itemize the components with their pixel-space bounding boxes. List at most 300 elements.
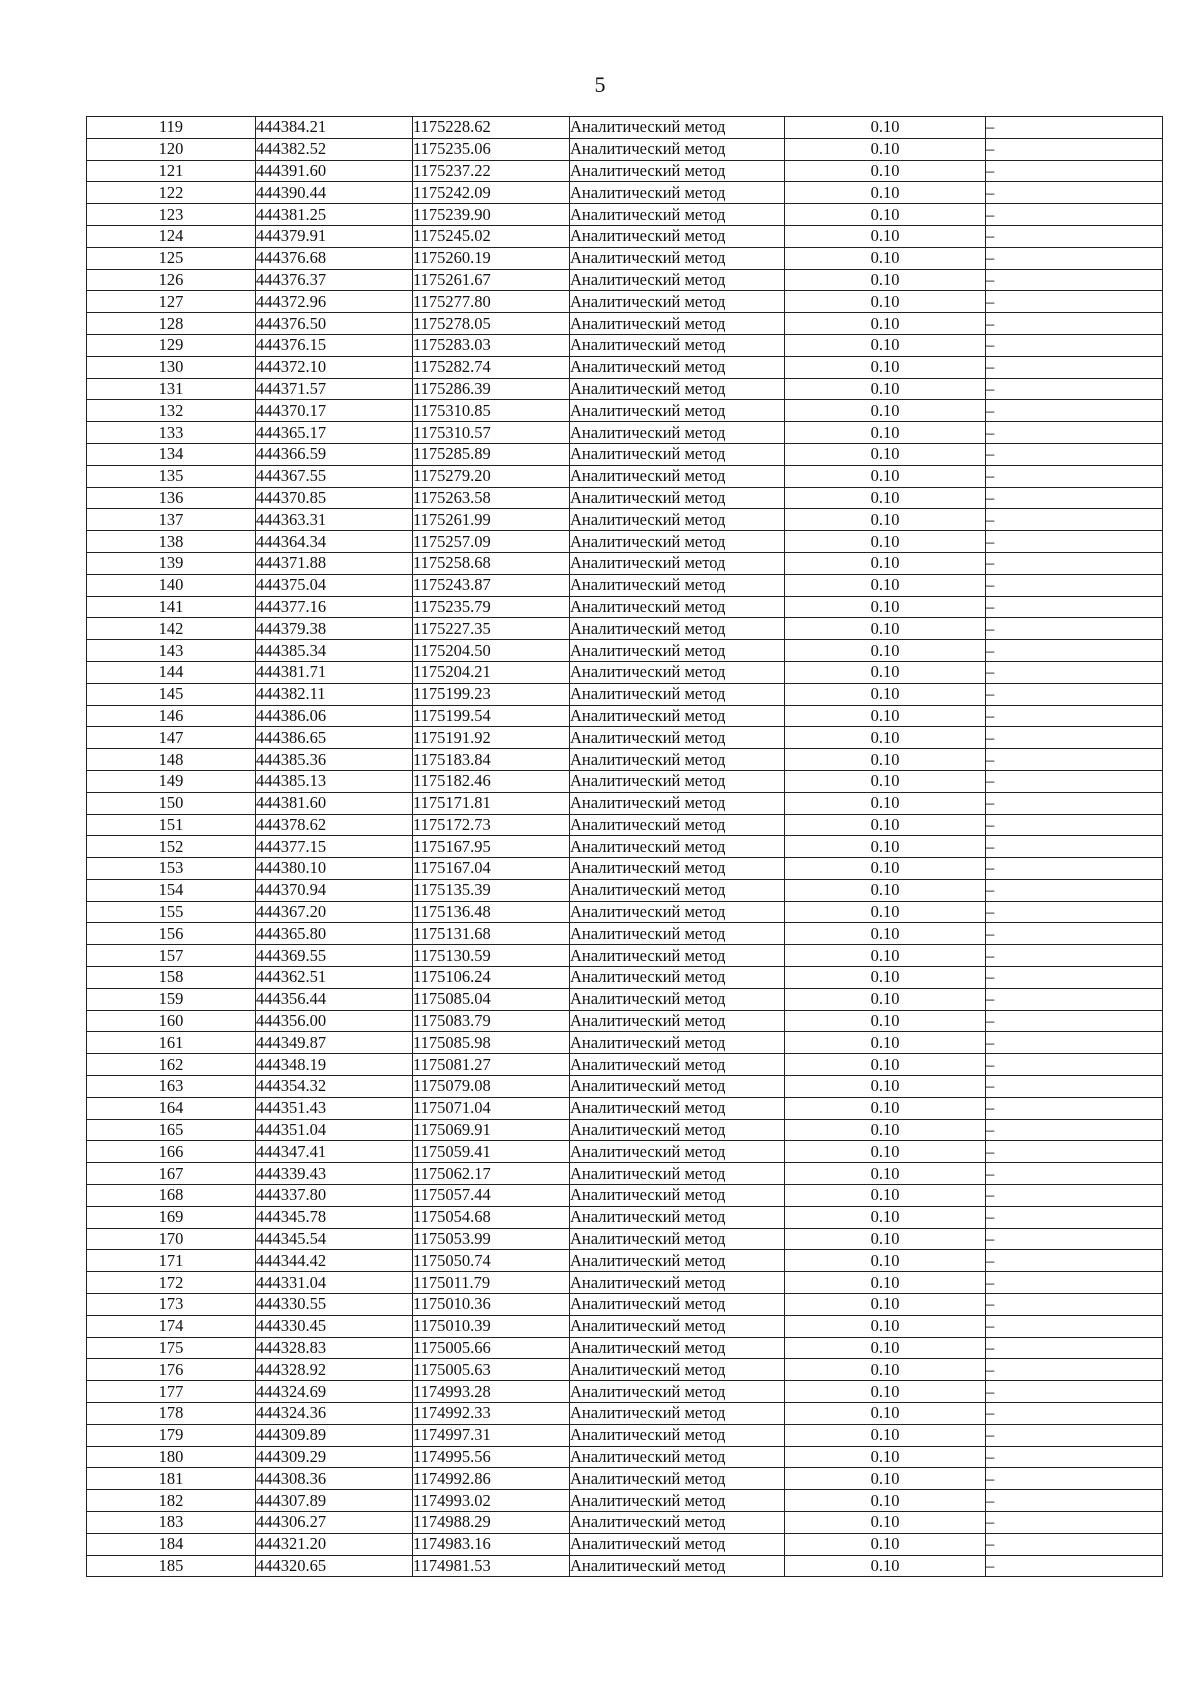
method-cell: Аналитический метод <box>570 661 785 683</box>
page-number: 5 <box>594 72 606 97</box>
method-cell: Аналитический метод <box>570 204 785 226</box>
table-row <box>87 879 1163 901</box>
description-cell: – <box>986 1163 1163 1185</box>
x-coordinate-cell: 444351.04 <box>256 1119 413 1141</box>
y-coordinate-cell: 1175054.68 <box>413 1206 570 1228</box>
precision-cell: 0.10 <box>785 1424 986 1446</box>
x-coordinate-cell: 444382.11 <box>256 683 413 705</box>
point-number-cell: 152 <box>87 836 256 858</box>
y-coordinate-cell: 1175191.92 <box>413 727 570 749</box>
precision-cell: 0.10 <box>785 1010 986 1032</box>
description-cell: – <box>986 858 1163 880</box>
point-number-cell: 131 <box>87 378 256 400</box>
precision-cell: 0.10 <box>785 596 986 618</box>
x-coordinate-cell: 444349.87 <box>256 1032 413 1054</box>
precision-cell: 0.10 <box>785 204 986 226</box>
x-coordinate-cell: 444348.19 <box>256 1054 413 1076</box>
x-coordinate-cell: 444377.15 <box>256 836 413 858</box>
y-coordinate-cell: 1175053.99 <box>413 1228 570 1250</box>
table-row <box>87 1076 1163 1098</box>
point-number-cell: 125 <box>87 247 256 269</box>
table-row <box>87 138 1163 160</box>
point-number-cell: 168 <box>87 1185 256 1207</box>
x-coordinate-cell: 444306.27 <box>256 1512 413 1534</box>
x-coordinate-cell: 444339.43 <box>256 1163 413 1185</box>
y-coordinate-cell: 1175277.80 <box>413 291 570 313</box>
table-row <box>87 1163 1163 1185</box>
point-number-cell: 174 <box>87 1315 256 1337</box>
point-number-cell: 137 <box>87 509 256 531</box>
x-coordinate-cell: 444379.91 <box>256 225 413 247</box>
x-coordinate-cell: 444367.55 <box>256 465 413 487</box>
precision-cell: 0.10 <box>785 552 986 574</box>
point-number-cell: 142 <box>87 618 256 640</box>
precision-cell: 0.10 <box>785 400 986 422</box>
description-cell: – <box>986 313 1163 335</box>
description-cell: – <box>986 945 1163 967</box>
method-cell: Аналитический метод <box>570 138 785 160</box>
method-cell: Аналитический метод <box>570 356 785 378</box>
table-row <box>87 204 1163 226</box>
x-coordinate-cell: 444321.20 <box>256 1533 413 1555</box>
table-row <box>87 378 1163 400</box>
y-coordinate-cell: 1175261.67 <box>413 269 570 291</box>
method-cell: Аналитический метод <box>570 400 785 422</box>
method-cell: Аналитический метод <box>570 749 785 771</box>
table-row <box>87 640 1163 662</box>
x-coordinate-cell: 444381.25 <box>256 204 413 226</box>
precision-cell: 0.10 <box>785 705 986 727</box>
precision-cell: 0.10 <box>785 1381 986 1403</box>
description-cell: – <box>986 1141 1163 1163</box>
x-coordinate-cell: 444391.60 <box>256 160 413 182</box>
description-cell: – <box>986 967 1163 989</box>
table-row <box>87 443 1163 465</box>
y-coordinate-cell: 1175242.09 <box>413 182 570 204</box>
table-row <box>87 1228 1163 1250</box>
description-cell: – <box>986 422 1163 444</box>
method-cell: Аналитический метод <box>570 1512 785 1534</box>
y-coordinate-cell: 1174992.86 <box>413 1468 570 1490</box>
description-cell: – <box>986 1403 1163 1425</box>
description-cell: – <box>986 574 1163 596</box>
point-number-cell: 146 <box>87 705 256 727</box>
method-cell: Аналитический метод <box>570 531 785 553</box>
point-number-cell: 140 <box>87 574 256 596</box>
table-row <box>87 1206 1163 1228</box>
method-cell: Аналитический метод <box>570 1097 785 1119</box>
point-number-cell: 141 <box>87 596 256 618</box>
point-number-cell: 120 <box>87 138 256 160</box>
precision-cell: 0.10 <box>785 640 986 662</box>
table-row <box>87 552 1163 574</box>
point-number-cell: 172 <box>87 1272 256 1294</box>
table-row <box>87 117 1163 139</box>
method-cell: Аналитический метод <box>570 901 785 923</box>
precision-cell: 0.10 <box>785 1446 986 1468</box>
precision-cell: 0.10 <box>785 618 986 640</box>
x-coordinate-cell: 444347.41 <box>256 1141 413 1163</box>
x-coordinate-cell: 444370.85 <box>256 487 413 509</box>
y-coordinate-cell: 1175228.62 <box>413 117 570 139</box>
y-coordinate-cell: 1175131.68 <box>413 923 570 945</box>
description-cell: – <box>986 661 1163 683</box>
point-number-cell: 139 <box>87 552 256 574</box>
x-coordinate-cell: 444379.38 <box>256 618 413 640</box>
description-cell: – <box>986 814 1163 836</box>
point-number-cell: 180 <box>87 1446 256 1468</box>
method-cell: Аналитический метод <box>570 291 785 313</box>
description-cell: – <box>986 334 1163 356</box>
point-number-cell: 127 <box>87 291 256 313</box>
point-number-cell: 165 <box>87 1119 256 1141</box>
x-coordinate-cell: 444351.43 <box>256 1097 413 1119</box>
y-coordinate-cell: 1175011.79 <box>413 1272 570 1294</box>
point-number-cell: 166 <box>87 1141 256 1163</box>
description-cell: – <box>986 1512 1163 1534</box>
precision-cell: 0.10 <box>785 1054 986 1076</box>
method-cell: Аналитический метод <box>570 618 785 640</box>
description-cell: – <box>986 1294 1163 1316</box>
point-number-cell: 181 <box>87 1468 256 1490</box>
table-row <box>87 705 1163 727</box>
y-coordinate-cell: 1175071.04 <box>413 1097 570 1119</box>
table-row <box>87 225 1163 247</box>
method-cell: Аналитический метод <box>570 1403 785 1425</box>
precision-cell: 0.10 <box>785 182 986 204</box>
precision-cell: 0.10 <box>785 356 986 378</box>
table-row <box>87 1032 1163 1054</box>
method-cell: Аналитический метод <box>570 1141 785 1163</box>
description-cell: – <box>986 443 1163 465</box>
point-number-cell: 161 <box>87 1032 256 1054</box>
y-coordinate-cell: 1175182.46 <box>413 770 570 792</box>
x-coordinate-cell: 444369.55 <box>256 945 413 967</box>
description-cell: – <box>986 465 1163 487</box>
table-row <box>87 1381 1163 1403</box>
point-number-cell: 184 <box>87 1533 256 1555</box>
x-coordinate-cell: 444345.78 <box>256 1206 413 1228</box>
x-coordinate-cell: 444367.20 <box>256 901 413 923</box>
table-row <box>87 269 1163 291</box>
y-coordinate-cell: 1175243.87 <box>413 574 570 596</box>
x-coordinate-cell: 444382.52 <box>256 138 413 160</box>
description-cell: – <box>986 988 1163 1010</box>
table-row <box>87 945 1163 967</box>
description-cell: – <box>986 770 1163 792</box>
y-coordinate-cell: 1175257.09 <box>413 531 570 553</box>
description-cell: – <box>986 378 1163 400</box>
x-coordinate-cell: 444356.00 <box>256 1010 413 1032</box>
point-number-cell: 121 <box>87 160 256 182</box>
x-coordinate-cell: 444366.59 <box>256 443 413 465</box>
precision-cell: 0.10 <box>785 836 986 858</box>
precision-cell: 0.10 <box>785 1250 986 1272</box>
point-number-cell: 153 <box>87 858 256 880</box>
y-coordinate-cell: 1175310.85 <box>413 400 570 422</box>
table-row <box>87 727 1163 749</box>
table-row <box>87 1097 1163 1119</box>
precision-cell: 0.10 <box>785 792 986 814</box>
point-number-cell: 177 <box>87 1381 256 1403</box>
description-cell: – <box>986 618 1163 640</box>
description-cell: – <box>986 356 1163 378</box>
method-cell: Аналитический метод <box>570 1315 785 1337</box>
table-row <box>87 596 1163 618</box>
y-coordinate-cell: 1175258.68 <box>413 552 570 574</box>
point-number-cell: 138 <box>87 531 256 553</box>
description-cell: – <box>986 1468 1163 1490</box>
table-row <box>87 465 1163 487</box>
y-coordinate-cell: 1175010.39 <box>413 1315 570 1337</box>
description-cell: – <box>986 1076 1163 1098</box>
x-coordinate-cell: 444376.50 <box>256 313 413 335</box>
y-coordinate-cell: 1175235.06 <box>413 138 570 160</box>
method-cell: Аналитический метод <box>570 1337 785 1359</box>
x-coordinate-cell: 444344.42 <box>256 1250 413 1272</box>
table-row <box>87 247 1163 269</box>
table-row <box>87 182 1163 204</box>
precision-cell: 0.10 <box>785 661 986 683</box>
point-number-cell: 147 <box>87 727 256 749</box>
y-coordinate-cell: 1174983.16 <box>413 1533 570 1555</box>
table-row <box>87 1555 1163 1577</box>
method-cell: Аналитический метод <box>570 596 785 618</box>
x-coordinate-cell: 444378.62 <box>256 814 413 836</box>
method-cell: Аналитический метод <box>570 988 785 1010</box>
point-number-cell: 135 <box>87 465 256 487</box>
x-coordinate-cell: 444309.29 <box>256 1446 413 1468</box>
x-coordinate-cell: 444328.83 <box>256 1337 413 1359</box>
description-cell: – <box>986 160 1163 182</box>
method-cell: Аналитический метод <box>570 1424 785 1446</box>
y-coordinate-cell: 1175239.90 <box>413 204 570 226</box>
precision-cell: 0.10 <box>785 1512 986 1534</box>
precision-cell: 0.10 <box>785 967 986 989</box>
table-row <box>87 334 1163 356</box>
method-cell: Аналитический метод <box>570 552 785 574</box>
method-cell: Аналитический метод <box>570 1381 785 1403</box>
y-coordinate-cell: 1175171.81 <box>413 792 570 814</box>
method-cell: Аналитический метод <box>570 770 785 792</box>
y-coordinate-cell: 1175135.39 <box>413 879 570 901</box>
y-coordinate-cell: 1175283.03 <box>413 334 570 356</box>
method-cell: Аналитический метод <box>570 879 785 901</box>
precision-cell: 0.10 <box>785 531 986 553</box>
method-cell: Аналитический метод <box>570 792 785 814</box>
method-cell: Аналитический метод <box>570 640 785 662</box>
y-coordinate-cell: 1175278.05 <box>413 313 570 335</box>
description-cell: – <box>986 792 1163 814</box>
y-coordinate-cell: 1175199.23 <box>413 683 570 705</box>
y-coordinate-cell: 1175081.27 <box>413 1054 570 1076</box>
table-row <box>87 313 1163 335</box>
table-row <box>87 1337 1163 1359</box>
x-coordinate-cell: 444375.04 <box>256 574 413 596</box>
method-cell: Аналитический метод <box>570 465 785 487</box>
precision-cell: 0.10 <box>785 269 986 291</box>
y-coordinate-cell: 1175263.58 <box>413 487 570 509</box>
point-number-cell: 151 <box>87 814 256 836</box>
y-coordinate-cell: 1175279.20 <box>413 465 570 487</box>
method-cell: Аналитический метод <box>570 225 785 247</box>
precision-cell: 0.10 <box>785 727 986 749</box>
point-number-cell: 169 <box>87 1206 256 1228</box>
description-cell: – <box>986 204 1163 226</box>
table-row <box>87 1490 1163 1512</box>
y-coordinate-cell: 1175286.39 <box>413 378 570 400</box>
description-cell: – <box>986 531 1163 553</box>
point-number-cell: 143 <box>87 640 256 662</box>
y-coordinate-cell: 1174997.31 <box>413 1424 570 1446</box>
method-cell: Аналитический метод <box>570 1185 785 1207</box>
method-cell: Аналитический метод <box>570 1206 785 1228</box>
point-number-cell: 132 <box>87 400 256 422</box>
y-coordinate-cell: 1175245.02 <box>413 225 570 247</box>
table-row <box>87 400 1163 422</box>
x-coordinate-cell: 444381.71 <box>256 661 413 683</box>
method-cell: Аналитический метод <box>570 574 785 596</box>
y-coordinate-cell: 1175005.66 <box>413 1337 570 1359</box>
method-cell: Аналитический метод <box>570 683 785 705</box>
precision-cell: 0.10 <box>785 1119 986 1141</box>
precision-cell: 0.10 <box>785 1533 986 1555</box>
point-number-cell: 150 <box>87 792 256 814</box>
point-number-cell: 182 <box>87 1490 256 1512</box>
precision-cell: 0.10 <box>785 1163 986 1185</box>
y-coordinate-cell: 1175260.19 <box>413 247 570 269</box>
coordinates-table-body <box>87 117 1163 1577</box>
y-coordinate-cell: 1175282.74 <box>413 356 570 378</box>
point-number-cell: 158 <box>87 967 256 989</box>
table-row <box>87 1294 1163 1316</box>
y-coordinate-cell: 1175227.35 <box>413 618 570 640</box>
y-coordinate-cell: 1175130.59 <box>413 945 570 967</box>
table-row <box>87 967 1163 989</box>
precision-cell: 0.10 <box>785 1294 986 1316</box>
table-row <box>87 1250 1163 1272</box>
y-coordinate-cell: 1175204.50 <box>413 640 570 662</box>
description-cell: – <box>986 1032 1163 1054</box>
x-coordinate-cell: 444324.69 <box>256 1381 413 1403</box>
description-cell: – <box>986 901 1163 923</box>
precision-cell: 0.10 <box>785 443 986 465</box>
description-cell: – <box>986 1359 1163 1381</box>
table-row <box>87 1010 1163 1032</box>
x-coordinate-cell: 444370.17 <box>256 400 413 422</box>
table-row <box>87 749 1163 771</box>
y-coordinate-cell: 1174988.29 <box>413 1512 570 1534</box>
precision-cell: 0.10 <box>785 574 986 596</box>
point-number-cell: 122 <box>87 182 256 204</box>
description-cell: – <box>986 182 1163 204</box>
x-coordinate-cell: 444356.44 <box>256 988 413 1010</box>
y-coordinate-cell: 1175085.04 <box>413 988 570 1010</box>
y-coordinate-cell: 1175261.99 <box>413 509 570 531</box>
table-row <box>87 618 1163 640</box>
table-row <box>87 901 1163 923</box>
x-coordinate-cell: 444330.55 <box>256 1294 413 1316</box>
method-cell: Аналитический метод <box>570 160 785 182</box>
table-row <box>87 1119 1163 1141</box>
x-coordinate-cell: 444365.17 <box>256 422 413 444</box>
table-row <box>87 836 1163 858</box>
method-cell: Аналитический метод <box>570 313 785 335</box>
method-cell: Аналитический метод <box>570 1119 785 1141</box>
table-row <box>87 988 1163 1010</box>
method-cell: Аналитический метод <box>570 1359 785 1381</box>
x-coordinate-cell: 444363.31 <box>256 509 413 531</box>
precision-cell: 0.10 <box>785 749 986 771</box>
x-coordinate-cell: 444376.15 <box>256 334 413 356</box>
description-cell: – <box>986 1206 1163 1228</box>
x-coordinate-cell: 444385.34 <box>256 640 413 662</box>
method-cell: Аналитический метод <box>570 269 785 291</box>
description-cell: – <box>986 1272 1163 1294</box>
precision-cell: 0.10 <box>785 509 986 531</box>
method-cell: Аналитический метод <box>570 836 785 858</box>
x-coordinate-cell: 444328.92 <box>256 1359 413 1381</box>
x-coordinate-cell: 444362.51 <box>256 967 413 989</box>
point-number-cell: 148 <box>87 749 256 771</box>
x-coordinate-cell: 444308.36 <box>256 1468 413 1490</box>
description-cell: – <box>986 509 1163 531</box>
table-row <box>87 1512 1163 1534</box>
precision-cell: 0.10 <box>785 1076 986 1098</box>
point-number-cell: 155 <box>87 901 256 923</box>
method-cell: Аналитический метод <box>570 727 785 749</box>
precision-cell: 0.10 <box>785 814 986 836</box>
x-coordinate-cell: 444386.06 <box>256 705 413 727</box>
point-number-cell: 173 <box>87 1294 256 1316</box>
method-cell: Аналитический метод <box>570 923 785 945</box>
x-coordinate-cell: 444354.32 <box>256 1076 413 1098</box>
method-cell: Аналитический метод <box>570 1076 785 1098</box>
table-row <box>87 422 1163 444</box>
point-number-cell: 133 <box>87 422 256 444</box>
description-cell: – <box>986 596 1163 618</box>
method-cell: Аналитический метод <box>570 182 785 204</box>
description-cell: – <box>986 247 1163 269</box>
precision-cell: 0.10 <box>785 334 986 356</box>
point-number-cell: 170 <box>87 1228 256 1250</box>
method-cell: Аналитический метод <box>570 1010 785 1032</box>
method-cell: Аналитический метод <box>570 247 785 269</box>
table-row <box>87 509 1163 531</box>
precision-cell: 0.10 <box>785 1185 986 1207</box>
point-number-cell: 136 <box>87 487 256 509</box>
point-number-cell: 129 <box>87 334 256 356</box>
precision-cell: 0.10 <box>785 770 986 792</box>
description-cell: – <box>986 836 1163 858</box>
table-row <box>87 160 1163 182</box>
y-coordinate-cell: 1175235.79 <box>413 596 570 618</box>
x-coordinate-cell: 444371.57 <box>256 378 413 400</box>
table-row <box>87 1424 1163 1446</box>
point-number-cell: 179 <box>87 1424 256 1446</box>
table-row <box>87 574 1163 596</box>
precision-cell: 0.10 <box>785 683 986 705</box>
precision-cell: 0.10 <box>785 901 986 923</box>
method-cell: Аналитический метод <box>570 334 785 356</box>
x-coordinate-cell: 444384.21 <box>256 117 413 139</box>
table-row <box>87 814 1163 836</box>
y-coordinate-cell: 1175310.57 <box>413 422 570 444</box>
point-number-cell: 162 <box>87 1054 256 1076</box>
x-coordinate-cell: 444380.10 <box>256 858 413 880</box>
precision-cell: 0.10 <box>785 422 986 444</box>
point-number-cell: 134 <box>87 443 256 465</box>
